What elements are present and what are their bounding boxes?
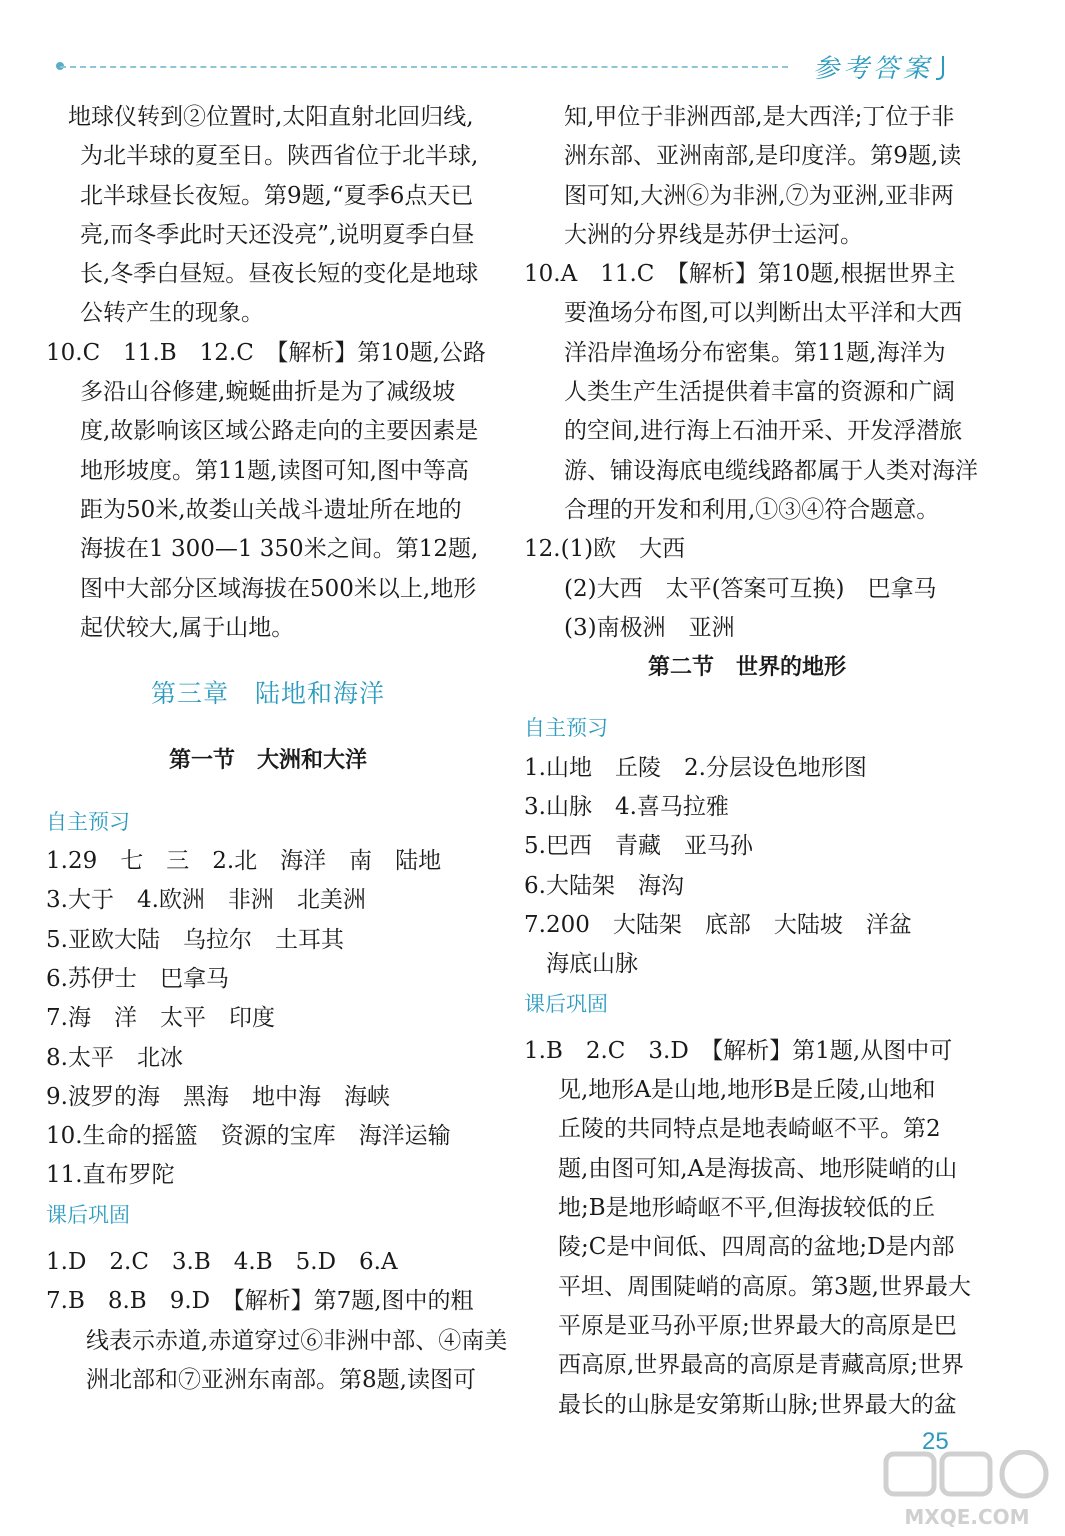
text-line: 洋沿岸渔场分布密集。第11题,海洋为 — [564, 339, 946, 366]
text-line: 洲东部、亚洲南部,是印度洋。第9题,读 — [564, 143, 962, 170]
header-divider — [60, 66, 788, 68]
text-line: 游、铺设海底电缆线路都属于人类对海洋 — [564, 457, 978, 484]
subheading-preview: 自主预习 — [524, 716, 608, 741]
text-line: 图中大部分区域海拔在500米以上,地形 — [80, 575, 477, 602]
answer-line: (3)南极洲 亚洲 — [564, 614, 735, 641]
answer-line: 8.太平 北冰 — [46, 1044, 183, 1071]
answer-line: 洲北部和⑦亚洲东南部。第8题,读图可 — [86, 1366, 476, 1393]
left-column — [46, 98, 508, 1400]
answer-line: (2)大西 太平(答案可互换) 巴拿马 — [564, 575, 937, 602]
text-line: 海拔在1 300—1 350米之间。第12题, — [80, 536, 479, 563]
text-line: 为北半球的夏至日。陕西省位于北半球, — [80, 143, 479, 170]
answer-line: 1.D 2.C 3.B 4.B 5.D 6.A — [46, 1249, 398, 1276]
answer-line: 西高原,世界最高的高原是青藏高原;世界 — [558, 1352, 965, 1379]
answer-line: 地;B是地形崎岖不平,但海拔较低的丘 — [558, 1195, 935, 1222]
text-line: 距为50米,故娄山关战斗遗址所在地的 — [80, 496, 462, 523]
answer-line: 海底山脉 — [546, 951, 638, 978]
subheading-review: 课后巩固 — [524, 991, 608, 1016]
answer-line: 最长的山脉是安第斯山脉;世界最大的盆 — [558, 1391, 957, 1418]
answer-line: 1.29 七 三 2.北 海洋 南 陆地 — [46, 848, 442, 875]
header-label: 参考答案 — [798, 48, 948, 84]
answer-line: 6.苏伊士 巴拿马 — [46, 965, 229, 992]
answer-line: 7.200 大陆架 底部 大陆坡 洋盆 — [524, 911, 912, 938]
answer-line: 3.大于 4.欧洲 非洲 北美洲 — [46, 887, 366, 914]
answer-line: 平原是亚马孙平原;世界最大的高原是巴 — [558, 1312, 957, 1339]
text-line: 多沿山谷修建,蜿蜒曲折是为了减级坡 — [80, 379, 456, 406]
answer-line: 6.大陆架 海沟 — [524, 872, 684, 899]
answer-line: 9.波罗的海 黑海 地中海 海峡 — [46, 1083, 390, 1110]
answer-line: 12.(1)欧 大西 — [524, 536, 686, 563]
text-line: 人类生产生活提供着丰富的资源和广阔 — [564, 379, 955, 406]
answer-line: 1.B 2.C 3.D 【解析】第1题,从图中可 — [524, 1037, 953, 1064]
right-column — [524, 98, 978, 1425]
answer-line: 1.山地 丘陵 2.分层设色地形图 — [524, 754, 867, 781]
watermark-logo — [878, 1450, 1056, 1530]
text-line: 要渔场分布图,可以判断出太平洋和大西 — [564, 300, 963, 327]
section-title: 第二节 世界的地形 — [647, 655, 846, 681]
text-line: 10.C 11.B 12.C 【解析】第10题,公路 — [46, 339, 486, 366]
answer-line: 7.B 8.B 9.D 【解析】第7题,图中的粗 — [46, 1288, 474, 1315]
watermark-text: MXQE.COM — [904, 1505, 1030, 1529]
text-line: 亮,而冬季此时天还没亮”,说明夏季白昼 — [80, 221, 475, 248]
text-line: 地球仪转到②位置时,太阳直射北回归线, — [68, 104, 474, 130]
answer-line: 见,地形A是山地,地形B是丘陵,山地和 — [558, 1077, 936, 1104]
text-line: 知,甲位于非洲西部,是大西洋;丁位于非 — [564, 104, 955, 130]
subheading-review: 课后巩固 — [46, 1202, 130, 1227]
answer-line: 平坦、周围陡峭的高原。第3题,世界最大 — [558, 1273, 971, 1300]
text-line: 北半球昼长夜短。第9题,“夏季6点天已 — [80, 182, 474, 209]
page-number: 25 — [922, 1428, 949, 1455]
answer-line: 7.海 洋 太平 印度 — [46, 1005, 275, 1032]
text-line: 的空间,进行海上石油开采、开发浮潜旅 — [564, 418, 963, 445]
section-title: 第一节 大洲和大洋 — [168, 748, 367, 774]
text-line: 起伏较大,属于山地。 — [80, 614, 295, 641]
answer-line: 陵;C是中间低、四周高的盆地;D是内部 — [558, 1234, 955, 1261]
answer-line: 丘陵的共同特点是地表崎岖不平。第2 — [558, 1116, 941, 1143]
answer-line: 5.亚欧大陆 乌拉尔 土耳其 — [46, 926, 344, 953]
chapter-title: 第三章 陆地和海洋 — [150, 679, 385, 709]
text-line: 度,故影响该区域公路走向的主要因素是 — [80, 418, 479, 445]
subheading-preview: 自主预习 — [46, 809, 130, 834]
text-line: 大洲的分界线是苏伊士运河。 — [564, 221, 863, 248]
answer-line: 10.生命的摇篮 资源的宝库 海洋运输 — [46, 1123, 451, 1150]
text-line: 长,冬季白昼短。昼夜长短的变化是地球 — [80, 261, 479, 288]
answer-line: 线表示赤道,赤道穿过⑥非洲中部、④南美 — [86, 1327, 508, 1354]
text-line: 合理的开发和利用,①③④符合题意。 — [564, 496, 940, 523]
text-line: 图可知,大洲⑥为非洲,⑦为亚洲,亚非两 — [564, 182, 954, 209]
answer-line: 题,由图可知,A是海拔高、地形陡峭的山 — [558, 1155, 958, 1182]
text-line: 地形坡度。第11题,读图可知,图中等高 — [80, 457, 469, 484]
answer-line: 3.山脉 4.喜马拉雅 — [524, 794, 729, 821]
answer-line: 11.直布罗陀 — [46, 1162, 175, 1189]
text-line: 公转产生的现象。 — [80, 300, 264, 327]
text-line: 10.A 11.C 【解析】第10题,根据世界主 — [524, 261, 956, 288]
answer-line: 5.巴西 青藏 亚马孙 — [524, 833, 753, 860]
